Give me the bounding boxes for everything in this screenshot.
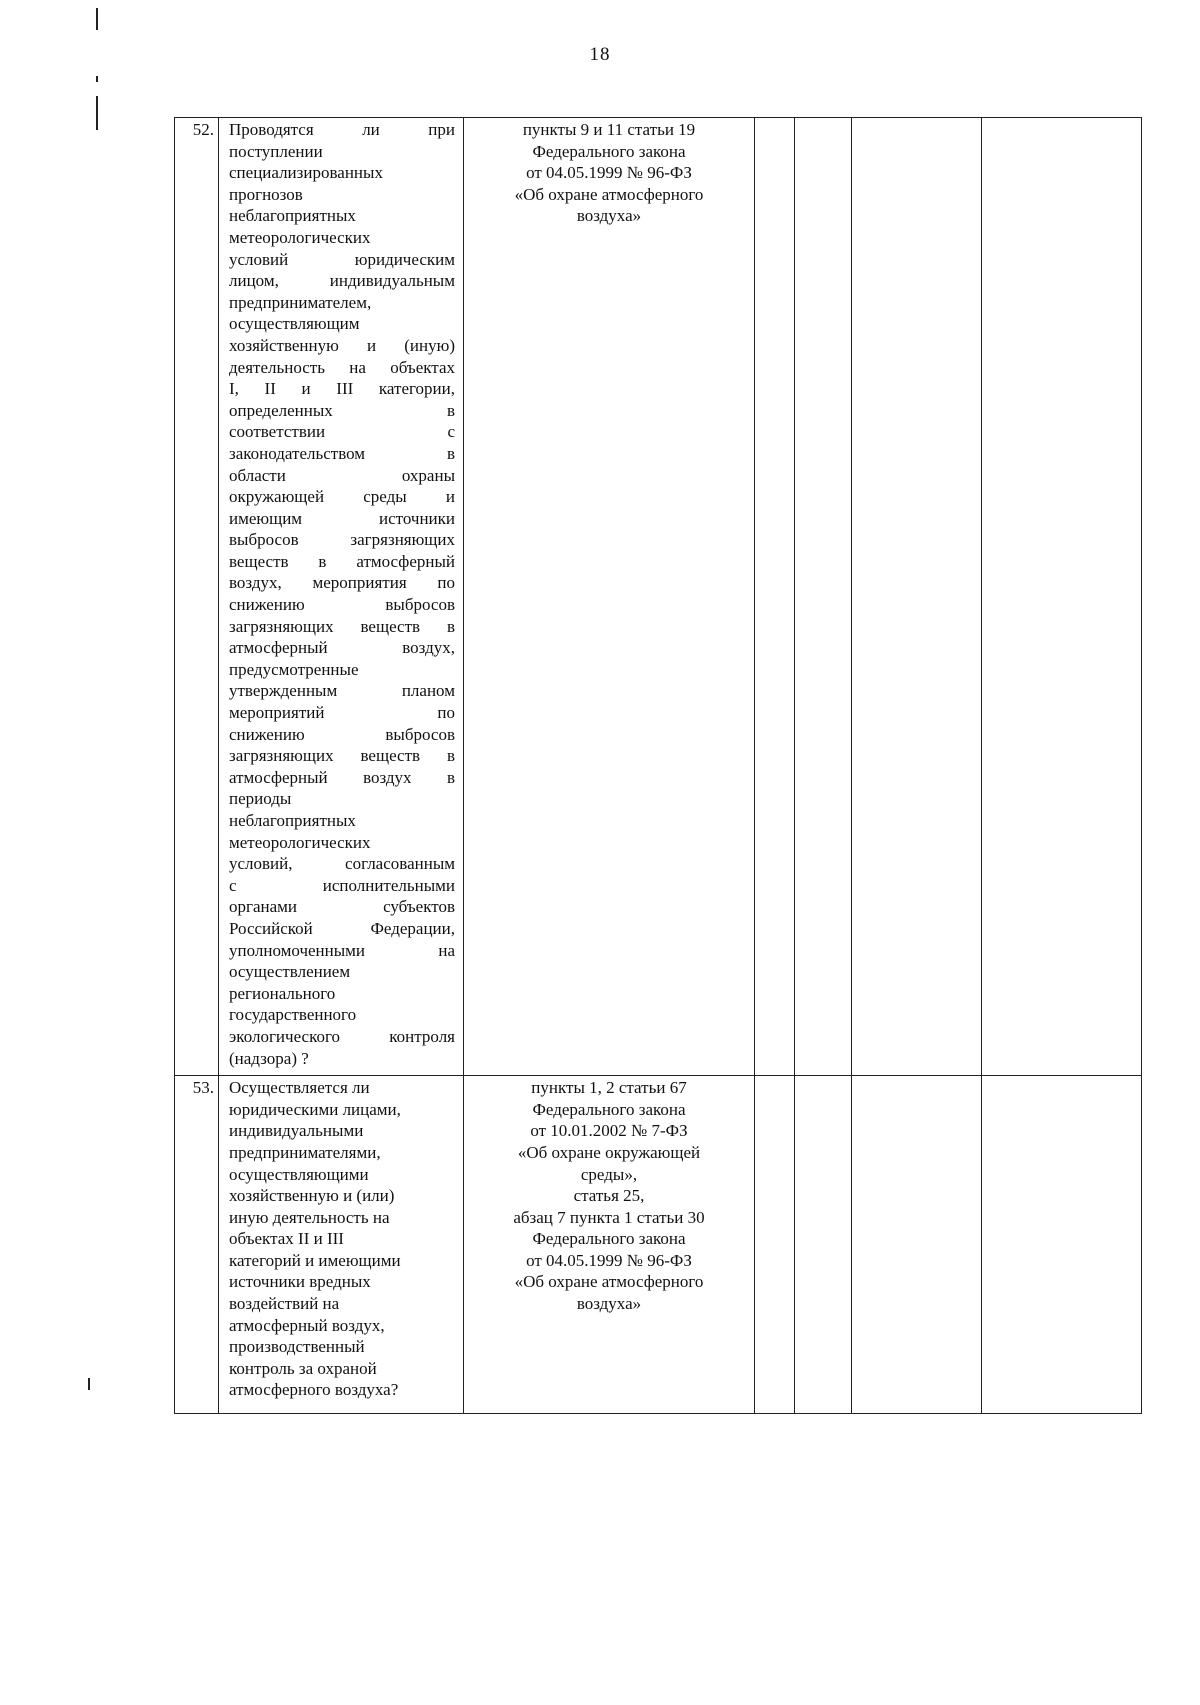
- question-line: осуществляющим: [229, 314, 360, 334]
- question-line: предпринимателями,: [229, 1142, 381, 1162]
- comment-cell: [982, 118, 1142, 1076]
- legal-reference-line: воздуха»: [576, 1294, 642, 1314]
- question-line: предпринимателем,: [229, 292, 372, 312]
- question-line: (надзора) ?: [229, 1048, 309, 1068]
- question-line: условий юридическим: [229, 249, 455, 269]
- question-line: области охраны: [229, 465, 455, 485]
- row-number: 52.: [175, 118, 219, 1076]
- legal-reference-line: пункты 1, 2 статьи 67: [531, 1078, 687, 1098]
- scan-artifact: [96, 8, 98, 30]
- table-row: [175, 1076, 1142, 1414]
- legal-reference-line: Федерального закона: [532, 1229, 686, 1249]
- legal-reference-line: «Об охране атмосферного: [514, 1272, 704, 1292]
- legal-reference-cell: [464, 1076, 755, 1414]
- question-line: загрязняющих веществ в: [229, 616, 455, 636]
- table-row: [175, 118, 1142, 1076]
- question-line: иную деятельность на: [229, 1207, 390, 1227]
- question-line: специализированных: [229, 163, 383, 183]
- legal-reference-line: воздуха»: [576, 206, 642, 226]
- question-line: утвержденным планом: [229, 681, 455, 701]
- question-line: I, II и III категории,: [229, 379, 455, 399]
- question-line: предусмотренные: [229, 659, 359, 679]
- question-line: органами субъектов: [229, 897, 455, 917]
- question-line: соответствии с: [229, 422, 455, 442]
- question-line: окружающей среды и: [229, 487, 455, 507]
- legal-reference-line: Федерального закона: [532, 1099, 686, 1119]
- question-line: определенных в: [229, 400, 455, 420]
- question-line: Российской Федерации,: [229, 918, 455, 938]
- answer-yes-cell: [755, 1076, 795, 1414]
- question-line: законодательством в: [229, 443, 455, 463]
- legal-reference-line: абзац 7 пункта 1 статьи 30: [513, 1207, 705, 1227]
- question-line: периоды: [229, 789, 292, 809]
- question-line: категорий и имеющими: [229, 1250, 401, 1270]
- question-line: юридическими лицами,: [229, 1099, 401, 1119]
- legal-reference-line: Федерального закона: [532, 141, 686, 161]
- question-line: атмосферного воздуха?: [229, 1380, 399, 1400]
- question-line: неблагоприятных: [229, 206, 356, 226]
- question-line: метеорологических: [229, 227, 371, 247]
- question-line: государственного: [229, 1005, 357, 1025]
- question-line: уполномоченными на: [229, 940, 455, 960]
- question-line: хозяйственную и (иную): [229, 335, 455, 355]
- legal-reference-line: статья 25,: [573, 1186, 645, 1206]
- checklist-table: [174, 117, 1142, 1414]
- legal-reference-line: пункты 9 и 11 статьи 19: [522, 120, 696, 139]
- legal-reference-cell: [464, 118, 755, 1076]
- answer-yes-cell: [755, 118, 795, 1076]
- question-line: лицом, индивидуальным: [229, 271, 455, 291]
- legal-reference-line: «Об охране окружающей: [517, 1142, 701, 1162]
- question-line: атмосферный воздух в: [229, 767, 455, 787]
- question-line: неблагоприятных: [229, 811, 356, 830]
- question-line: воздух, мероприятия по: [229, 573, 455, 593]
- question-line: Осуществляется ли: [229, 1078, 370, 1098]
- answer-no-cell: [795, 1076, 852, 1414]
- scan-artifact: [96, 96, 98, 130]
- question-line: поступлении: [229, 141, 323, 161]
- question-line: экологического контроля: [229, 1026, 455, 1046]
- question-line: атмосферный воздух,: [229, 1315, 385, 1335]
- question-line: мероприятий по: [229, 703, 455, 723]
- question-line: деятельность на объектах: [229, 357, 455, 377]
- question-line: осуществляющими: [229, 1164, 369, 1184]
- question-line: имеющим источники: [229, 508, 455, 528]
- question-line: атмосферный воздух,: [229, 638, 455, 658]
- question-line: объектах II и III: [229, 1229, 344, 1249]
- scan-artifact: [96, 76, 98, 82]
- question-line: Проводятся ли при: [229, 120, 455, 139]
- legal-reference-line: от 04.05.1999 № 96-ФЗ: [526, 163, 692, 183]
- question-cell: [219, 118, 464, 1076]
- legal-reference-line: среды»,: [580, 1164, 638, 1184]
- question-line: хозяйственную и (или): [229, 1186, 395, 1206]
- question-line: выбросов загрязняющих: [229, 530, 455, 550]
- question-line: осуществлением: [229, 962, 351, 982]
- question-line: с исполнительными: [229, 875, 455, 895]
- question-line: воздействий на: [229, 1294, 340, 1314]
- question-line: источники вредных: [229, 1272, 371, 1292]
- question-line: снижению выбросов: [229, 595, 455, 615]
- question-line: прогнозов: [229, 184, 303, 204]
- answer-no-cell: [795, 118, 852, 1076]
- legal-reference-line: от 10.01.2002 № 7-ФЗ: [530, 1121, 688, 1141]
- question-line: регионального: [229, 983, 336, 1003]
- not-applicable-cell: [852, 118, 982, 1076]
- comment-cell: [982, 1076, 1142, 1414]
- legal-reference-line: от 04.05.1999 № 96-ФЗ: [526, 1250, 692, 1270]
- page-number: 18: [589, 44, 611, 65]
- question-line: веществ в атмосферный: [229, 551, 455, 571]
- question-line: контроль за охраной: [229, 1358, 377, 1378]
- scan-artifact: [88, 1378, 90, 1390]
- question-cell: [219, 1076, 464, 1414]
- not-applicable-cell: [852, 1076, 982, 1414]
- row-number: 53.: [175, 1076, 219, 1414]
- question-line: снижению выбросов: [229, 724, 455, 744]
- question-line: индивидуальными: [229, 1121, 364, 1141]
- legal-reference-line: «Об охране атмосферного: [514, 184, 704, 204]
- question-line: загрязняющих веществ в: [229, 746, 455, 766]
- question-line: условий, согласованным: [229, 854, 455, 874]
- question-line: производственный: [229, 1337, 365, 1357]
- question-line: метеорологических: [229, 832, 371, 852]
